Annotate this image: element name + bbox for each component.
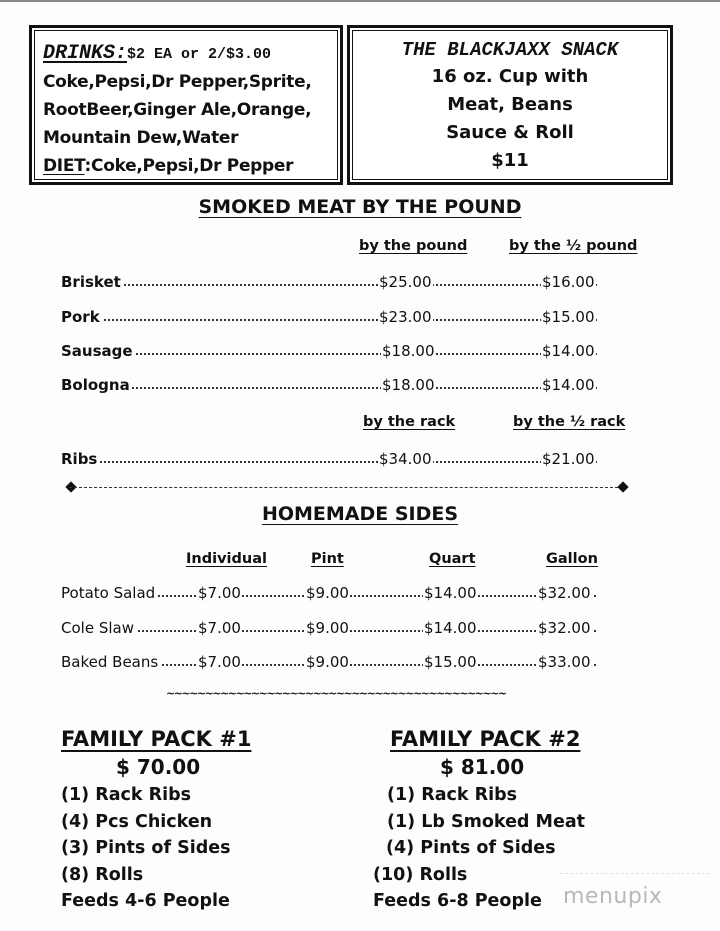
- price-pound: $18.00: [382, 342, 435, 360]
- dot-leader: [61, 353, 597, 355]
- price-gallon: $33.00: [538, 653, 591, 671]
- price-gallon: $32.00: [538, 619, 591, 637]
- pack-item: (1) Rack Ribs: [387, 785, 518, 805]
- dot-leader: [61, 461, 597, 463]
- pack-title: FAMILY PACK #1: [61, 727, 252, 751]
- pack-item: (4) Pints of Sides: [386, 838, 556, 858]
- drinks-line: RootBeer,Ginger Ale,Orange,: [43, 100, 312, 120]
- col-by-half-pound: by the ½ pound: [509, 238, 638, 254]
- price-individual: $7.00: [198, 619, 241, 637]
- pack-item: (10) Rolls: [373, 864, 468, 885]
- snack-line: 16 oz. Cup with: [431, 66, 589, 87]
- pack-feeds: Feeds 6-8 People: [373, 891, 542, 911]
- price-gallon: $32.00: [538, 584, 591, 602]
- tilde-separator: ~~~~~~~~~~~~~~~~~~~~~~~~~~~~~~~~~~~~~~~~~~~~: [166, 687, 506, 700]
- blackjaxx-snack-box: [347, 25, 673, 185]
- dot-leader: [61, 319, 597, 321]
- pack-feeds: Feeds 4-6 People: [61, 891, 230, 911]
- item-name: Brisket: [61, 273, 121, 291]
- meat-row-sausage: [61, 342, 597, 362]
- meat-row-brisket: [61, 273, 597, 293]
- price-quart: $14.00: [424, 619, 477, 637]
- price-rack: $34.00: [379, 450, 432, 468]
- price-pint: $9.00: [306, 584, 349, 602]
- meat-row-ribs: [61, 450, 597, 470]
- item-name: Cole Slaw: [61, 619, 134, 637]
- price-pound: $18.00: [382, 376, 435, 394]
- meat-row-pork: [61, 308, 597, 328]
- pack-item: (3) Pints of Sides: [61, 838, 231, 858]
- page-top-edge: [0, 0, 720, 2]
- side-row-baked-beans: [61, 653, 596, 673]
- pack-item: (1) Lb Smoked Meat: [387, 811, 586, 832]
- item-name: Bologna: [61, 376, 130, 394]
- pack-item: (8) Rolls: [61, 864, 144, 885]
- price-quart: $15.00: [424, 653, 477, 671]
- col-gallon: Gallon: [546, 551, 598, 567]
- drinks-box: [29, 25, 343, 185]
- col-quart: Quart: [429, 551, 476, 567]
- meat-row-bologna: [61, 376, 597, 396]
- price-pound: $25.00: [379, 273, 432, 291]
- col-pint: Pint: [311, 551, 344, 567]
- drinks-label: DRINKS:: [43, 42, 128, 65]
- dot-leader: [61, 284, 597, 286]
- item-name: Baked Beans: [61, 653, 159, 671]
- price-half-pound: $14.00: [542, 376, 595, 394]
- col-by-the-rack: by the rack: [363, 414, 456, 430]
- pack-item: (4) Pcs Chicken: [61, 811, 213, 832]
- item-name: Sausage: [61, 342, 133, 360]
- smoked-meat-title: SMOKED MEAT BY THE POUND: [198, 196, 522, 218]
- col-by-the-pound: by the pound: [359, 238, 468, 254]
- price-individual: $7.00: [198, 584, 241, 602]
- diet-items: :Coke,Pepsi,Dr Pepper: [84, 156, 294, 176]
- section-divider: [69, 487, 623, 489]
- price-pint: $9.00: [306, 653, 349, 671]
- diet-drinks-line: [43, 152, 340, 180]
- side-row-cole-slaw: [61, 619, 596, 639]
- col-individual: Individual: [186, 551, 267, 567]
- price-quart: $14.00: [424, 584, 477, 602]
- pack-item: (1) Rack Ribs: [61, 785, 192, 805]
- pack-price: $ 81.00: [440, 755, 525, 779]
- pack-title: FAMILY PACK #2: [390, 727, 581, 751]
- divider-diamond-right: [617, 481, 628, 492]
- drinks-header: [43, 38, 340, 68]
- item-name: Potato Salad: [61, 584, 156, 602]
- col-by-half-rack: by the ½ rack: [513, 414, 626, 430]
- homemade-sides-title: HOMEMADE SIDES: [261, 503, 459, 525]
- price-pound: $23.00: [379, 308, 432, 326]
- price-half-pound: $15.00: [542, 308, 595, 326]
- item-name: Pork: [61, 308, 100, 326]
- drinks-line: Coke,Pepsi,Dr Pepper,Sprite,: [43, 72, 312, 92]
- snack-title: THE BLACKJAXX SNACK: [401, 39, 619, 61]
- price-individual: $7.00: [198, 653, 241, 671]
- pack-price: $ 70.00: [116, 755, 201, 779]
- drinks-price-note: $2 EA or 2/$3.00: [127, 46, 272, 63]
- side-row-potato-salad: [61, 584, 596, 604]
- diet-label: DIET: [43, 156, 85, 176]
- item-name: Ribs: [61, 450, 98, 468]
- drinks-line: Mountain Dew,Water: [43, 128, 239, 148]
- menupix-watermark: menupix: [563, 884, 663, 909]
- watermark-rule: [560, 873, 710, 874]
- family-pack-2: [373, 726, 585, 915]
- price-half-pound: $16.00: [542, 273, 595, 291]
- price-half-rack: $21.00: [542, 450, 595, 468]
- snack-line: Sauce & Roll: [446, 122, 574, 143]
- price-half-pound: $14.00: [542, 342, 595, 360]
- family-pack-1: [61, 726, 251, 915]
- snack-price: $11: [491, 150, 529, 171]
- snack-line: Meat, Beans: [447, 94, 573, 115]
- dot-leader: [61, 387, 597, 389]
- price-pint: $9.00: [306, 619, 349, 637]
